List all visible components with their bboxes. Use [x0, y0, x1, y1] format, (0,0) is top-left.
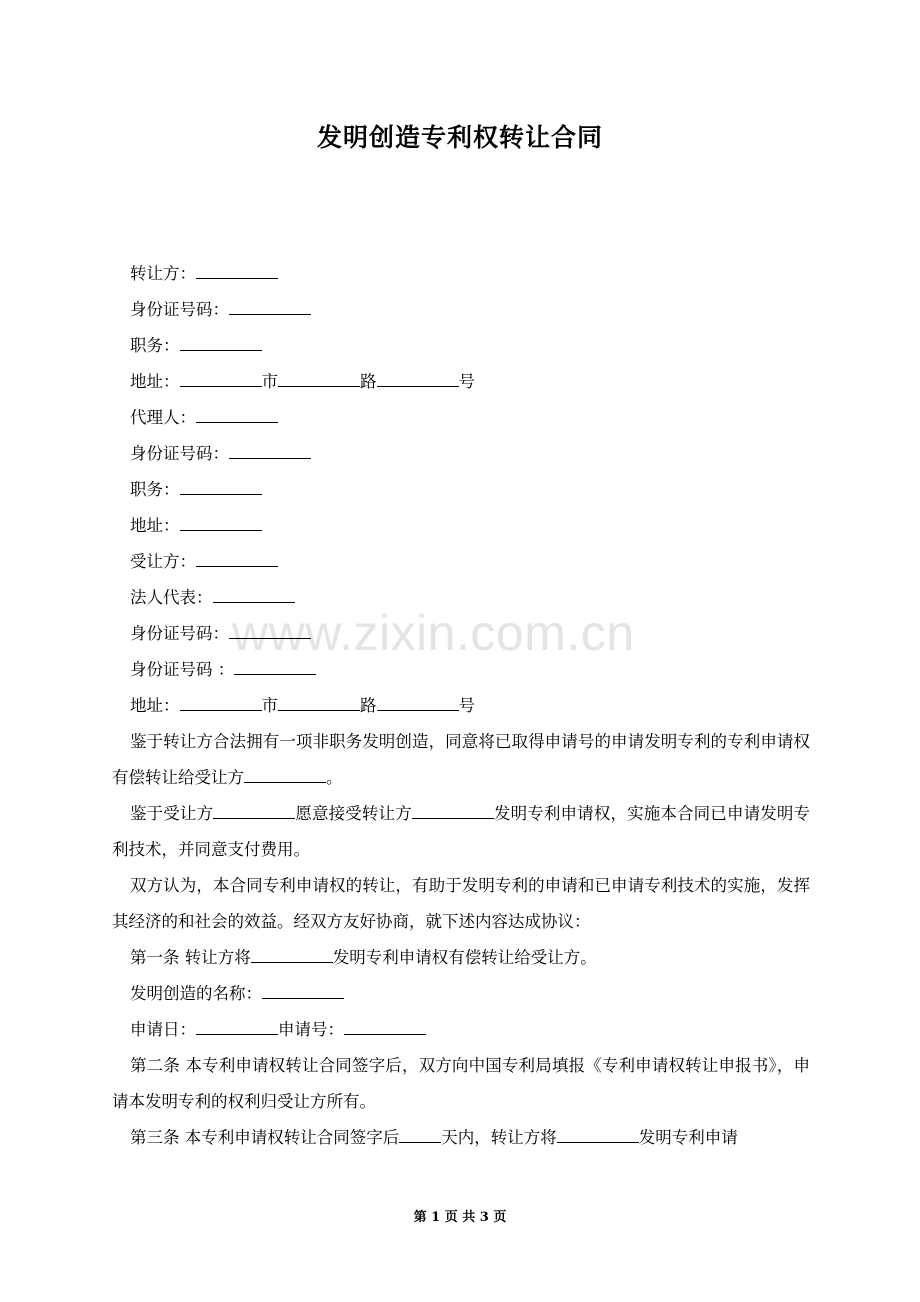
blank-field [196, 1017, 278, 1035]
address-label: 地址： [130, 372, 180, 391]
blank-field [180, 513, 262, 531]
paragraph-text: 。 [326, 768, 343, 787]
assignee-id2-line [112, 652, 810, 688]
application-line [112, 1012, 810, 1048]
watermark: www.zixin.com.cn [232, 605, 635, 661]
assignee-address-line [112, 688, 810, 724]
agent-id-label: 身份证号码： [130, 444, 229, 463]
paragraph-recital-1 [112, 724, 810, 796]
legal-rep-label: 法人代表： [130, 588, 213, 607]
blank-field [229, 297, 311, 315]
paragraph-text: 第一条 转让方将 [130, 948, 251, 967]
number-label: 号 [458, 372, 475, 391]
invention-name-line [112, 976, 810, 1012]
city-label: 市 [261, 372, 278, 391]
city-label: 市 [261, 696, 278, 715]
blank-field [229, 441, 311, 459]
paragraph-text: 鉴于转让方合法拥有一项非职务发明创造，同意将已取得申请号的申请发明专利的专利申请权有偿转让给受让方 [112, 732, 810, 787]
article-3-line [112, 1120, 810, 1156]
blank-field [180, 333, 262, 351]
agent-line [112, 400, 810, 436]
paragraph-text: 发明专利申请 [638, 1128, 738, 1147]
document-body [112, 256, 810, 1156]
paragraph-text: 天内，转让方将 [441, 1128, 557, 1147]
assignee-label: 受让方： [130, 552, 196, 571]
blank-field [557, 1125, 639, 1143]
assignor-position-label: 职务： [130, 336, 180, 355]
paragraph-text: 发明专利申请权有偿转让给受让方。 [332, 948, 597, 967]
assignee-id2-label: 身份证号码 ： [130, 660, 235, 679]
blank-field [399, 1125, 441, 1143]
page-footer: 第 1 页 共 3 页 [413, 1210, 507, 1225]
paragraph-text: 第三条 本专利申请权转让合同签字后 [130, 1128, 400, 1147]
application-date-label: 申请日： [130, 1020, 196, 1039]
blank-field [180, 693, 262, 711]
assignor-label: 转让方： [130, 264, 196, 283]
blank-field [180, 477, 262, 495]
agent-position-line [112, 472, 810, 508]
blank-field [213, 801, 295, 819]
document-title: 发明创造专利权转让合同 [316, 123, 603, 152]
blank-field [229, 621, 311, 639]
number-label: 号 [458, 696, 475, 715]
blank-field [278, 693, 360, 711]
blank-field [213, 585, 295, 603]
article-2-paragraph: 第二条 本专利申请权转让合同签字后，双方向中国专利局填报《专利申请权转让申报书》，申请本发明专利的权利归受让方所有。 [112, 1056, 810, 1111]
agent-address-line [112, 508, 810, 544]
road-label: 路 [360, 372, 377, 391]
address-label: 地址： [130, 696, 180, 715]
assignor-position-line [112, 328, 810, 364]
paragraph-recital-3: 双方认为，本合同专利申请权的转让，有助于发明专利的申请和已申请专利技术的实施，发挥其经济的和社会的效益。经双方友好协商，就下述内容达成协议： [112, 876, 810, 931]
blank-field [196, 405, 278, 423]
assignee-id-label: 身份证号码： [130, 624, 229, 643]
agent-id-line [112, 436, 810, 472]
assignor-line [112, 256, 810, 292]
paragraph-recital-2 [112, 796, 810, 868]
blank-field [196, 261, 278, 279]
agent-position-label: 职务： [130, 480, 180, 499]
agent-label: 代理人： [130, 408, 196, 427]
blank-field [262, 981, 344, 999]
paragraph-text: 鉴于受让方 [130, 804, 214, 823]
assignor-id-line [112, 292, 810, 328]
assignee-id-line [112, 616, 810, 652]
application-number-label: 申请号： [278, 1020, 344, 1039]
blank-field [377, 693, 459, 711]
blank-field [344, 1017, 426, 1035]
agent-address-label: 地址： [130, 516, 180, 535]
assignee-line [112, 544, 810, 580]
blank-field [251, 945, 333, 963]
blank-field [180, 369, 262, 387]
road-label: 路 [360, 696, 377, 715]
legal-rep-line [112, 580, 810, 616]
blank-field [244, 765, 326, 783]
blank-field [234, 657, 316, 675]
blank-field [196, 549, 278, 567]
assignor-id-label: 身份证号码： [130, 300, 229, 319]
article-1-line [112, 940, 810, 976]
invention-name-label: 发明创造的名称： [130, 984, 262, 1003]
paragraph-text: 发明专利申请权，实施本合同已申请发明专利技术，并同意支付费用。 [112, 804, 810, 859]
paragraph-text: 愿意接受转让方 [295, 804, 412, 823]
blank-field [412, 801, 494, 819]
assignor-address-line [112, 364, 810, 400]
blank-field [377, 369, 459, 387]
blank-field [278, 369, 360, 387]
